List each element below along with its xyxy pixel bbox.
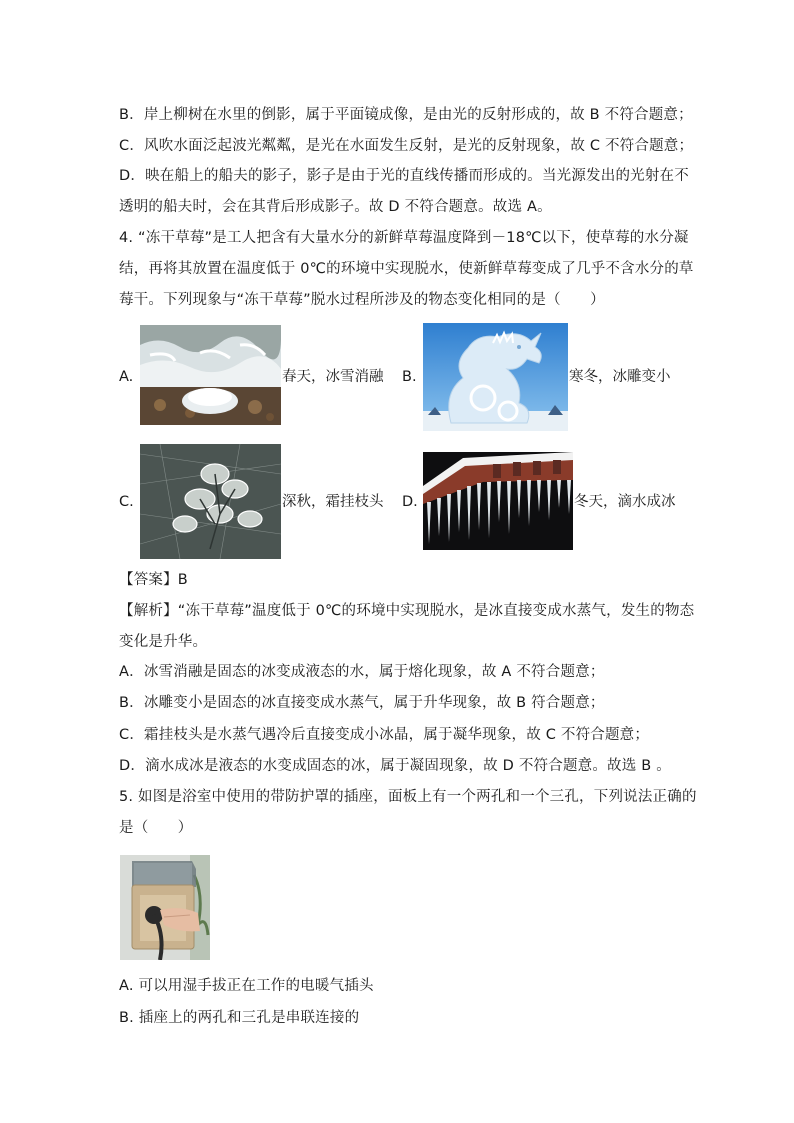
question-5-line: 是（ ） xyxy=(119,820,193,836)
answer-label: 【答案】B xyxy=(119,572,188,588)
option-a-letter: A. xyxy=(119,369,134,385)
analysis-line: 变化是升华。 xyxy=(119,634,208,650)
question-4-line: 4. “冻干草莓”是工人把含有大量水分的新鲜草莓温度降到－18℃以下，使草莓的水分凝 xyxy=(119,230,689,246)
option-b-text: 寒冬，冰雕变小 xyxy=(569,369,671,385)
text-line: 透明的船夫时，会在其背后形成影子。故 D 不符合题意。故选 A。 xyxy=(119,199,552,215)
analysis-line: C．霜挂枝头是水蒸气遇冷后直接变成小冰晶，属于凝华现象，故 C 不符合题意； xyxy=(119,727,650,743)
question-4-line: 莓干。下列现象与“冻干草莓”脱水过程所涉及的物态变化相同的是（ ） xyxy=(119,292,605,308)
option-a-text: A. 可以用湿手拔正在工作的电暖气插头 xyxy=(119,978,374,994)
analysis-line: A．冰雪消融是固态的冰变成液态的水，属于熔化现象，故 A 不符合题意； xyxy=(119,664,605,680)
socket-with-cover-photo xyxy=(120,855,210,960)
text-line: D．映在船上的船夫的影子，影子是由于光的直线传播而形成的。当光源发出的光射在不 xyxy=(119,168,689,184)
option-d-text: 冬天，滴水成冰 xyxy=(574,494,676,510)
analysis-line: 【解析】“冻干草莓”温度低于 0℃的环境中实现脱水，是冰直接变成水蒸气，发生的物态 xyxy=(119,603,695,619)
text-line: B．岸上柳树在水里的倒影，属于平面镜成像，是由光的反射形成的，故 B 不符合题意； xyxy=(119,107,693,123)
analysis-line: D．滴水成冰是液态的水变成固态的冰，属于凝固现象，故 D 不符合题意。故选 B 。 xyxy=(119,758,671,774)
option-c-text: 深秋，霜挂枝头 xyxy=(282,494,384,510)
analysis-line: B．冰雕变小是固态的冰直接变成水蒸气，属于升华现象，故 B 符合题意； xyxy=(119,695,605,711)
option-a-text: 春天，冰雪消融 xyxy=(282,369,384,385)
melting-ice-stream-photo xyxy=(140,325,281,425)
question-5-line: 5. 如图是浴室中使用的带防护罩的插座，面板上有一个两孔和一个三孔，下列说法正确的 xyxy=(119,789,697,805)
option-b-letter: B. xyxy=(402,369,417,385)
frost-on-leaves-photo xyxy=(140,444,281,559)
text-line: C．风吹水面泛起波光粼粼，是光在水面发生反射，是光的反射现象，故 C 不符合题意； xyxy=(119,138,694,154)
question-4-line: 结，再将其放置在温度低于 0℃的环境中实现脱水，使新鲜草莓变成了几乎不含水分的草 xyxy=(119,261,694,277)
ice-dragon-sculpture-photo xyxy=(423,323,568,431)
option-d-letter: D. xyxy=(402,494,418,510)
icicles-on-roof-photo xyxy=(423,452,573,550)
option-b-text: B. 插座上的两孔和三孔是串联连接的 xyxy=(119,1010,360,1026)
option-c-letter: C. xyxy=(119,494,134,510)
